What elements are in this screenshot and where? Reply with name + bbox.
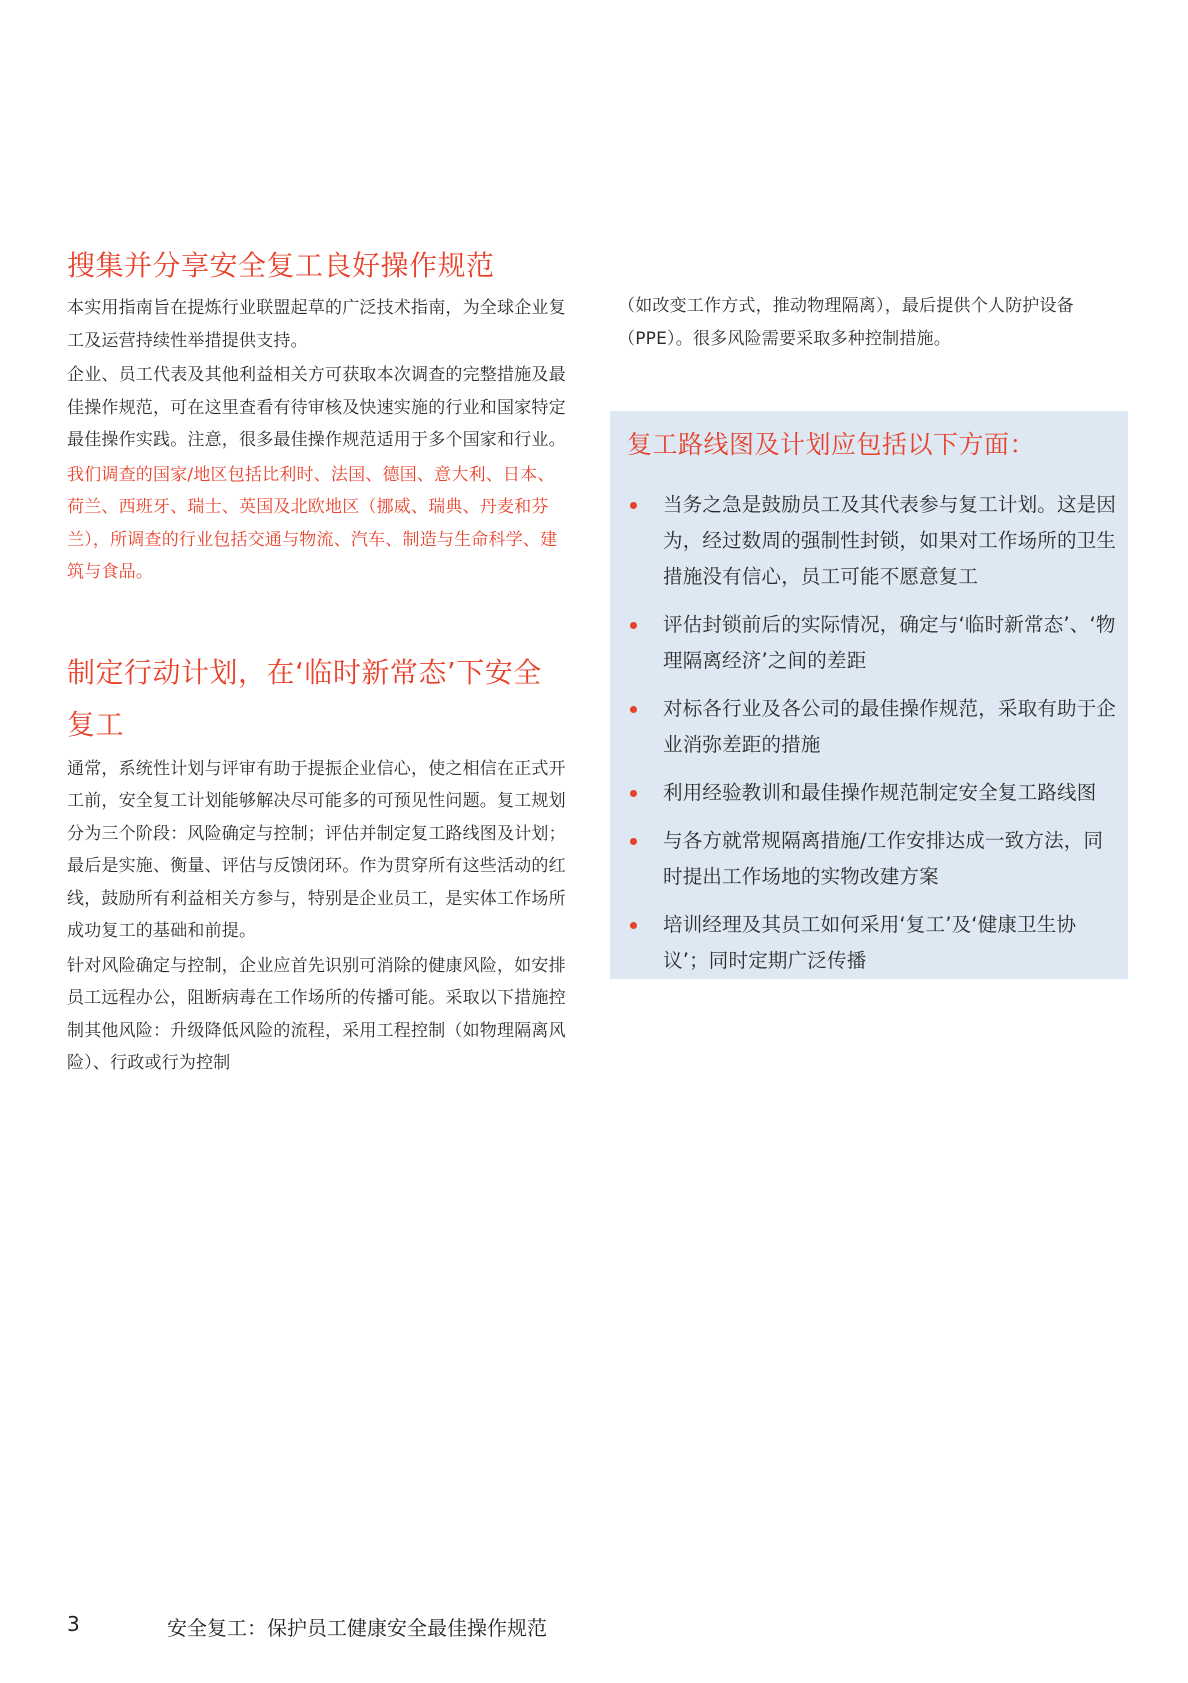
list-item: 当务之急是鼓励员工及其代表参与复工计划。这是因为，经过数周的强制性封锁，如果对工作场所的卫生措施没有信心，员工可能不愿意复工 <box>627 487 1117 595</box>
bullet-icon <box>630 790 637 797</box>
bullet-icon <box>630 622 637 629</box>
paragraph: 针对风险确定与控制，企业应首先识别可消除的健康风险，如安排员工远程办公，阻断病毒在工作场所的传播可能。采取以下措施控制其他风险：升级降低风险的流程，采用工程控制（如物理隔离风险）、行政或行为控制 <box>67 955 566 1073</box>
roadmap-callout-box <box>610 411 1128 979</box>
section-heading-action-plan: 制定行动计划，在‘临时新常态’下安全复工 <box>67 655 542 741</box>
page-number: 3 <box>67 1612 80 1636</box>
right-column <box>618 290 1128 357</box>
bullet-icon <box>630 838 637 845</box>
bullet-icon <box>630 922 637 929</box>
bullet-icon <box>630 502 637 509</box>
paragraph: 通常，系统性计划与评审有助于提振企业信心，使之相信在正式开工前，安全复工计划能够解决尽可能多的可预见性问题。复工规划分为三个阶段：风险确定与控制；评估并制定复工路线图及计划；最后是实施、衡量、评估与反馈闭环。作为贯穿所有这些活动的红线，鼓励所有利益相关方参与，特别是企业员工，是实体工作场所成功复工的基础和前提。 <box>67 758 566 941</box>
bullet-icon <box>630 706 637 713</box>
list-item: 培训经理及其员工如何采用‘复工’及‘健康卫生协议’；同时定期广泛传播 <box>627 907 1117 979</box>
continued-paragraph: （如改变工作方式，推动物理隔离），最后提供个人防护设备（PPE）。很多风险需要采取多种控制措施。 <box>618 296 1074 349</box>
list-item: 利用经验教训和最佳操作规范制定安全复工路线图 <box>627 775 1117 811</box>
footer-document-title: 安全复工：保护员工健康安全最佳操作规范 <box>167 1616 547 1640</box>
highlight-paragraph: 我们调查的国家/地区包括比利时、法国、德国、意大利、日本、荷兰、西班牙、瑞士、英国及北欧地区（挪威、瑞典、丹麦和芬兰），所调查的行业包括交通与物流、汽车、制造与生命科学、建筑与食品。 <box>67 464 558 582</box>
list-item: 对标各行业及各公司的最佳操作规范，采取有助于企业消弥差距的措施 <box>627 691 1117 763</box>
list-item: 评估封锁前后的实际情况，确定与‘临时新常态’、‘物理隔离经济’之间的差距 <box>627 607 1117 679</box>
callout-title: 复工路线图及计划应包括以下方面： <box>627 430 1036 459</box>
list-item: 与各方就常规隔离措施/工作安排达成一致方法，同时提出工作场地的实物改建方案 <box>627 823 1117 895</box>
left-column <box>67 240 567 1082</box>
section-heading-share-practices: 搜集并分享安全复工良好操作规范 <box>67 249 495 282</box>
paragraph: 本实用指南旨在提炼行业联盟起草的广泛技术指南，为全球企业复工及运营持续性举措提供支持。 <box>67 298 566 351</box>
roadmap-list <box>627 487 1117 991</box>
paragraph: 企业、员工代表及其他利益相关方可获取本次调查的完整措施及最佳操作规范，可在这里查看有待审核及快速实施的行业和国家特定最佳操作实践。注意，很多最佳操作规范适用于多个国家和行业。 <box>67 365 566 450</box>
